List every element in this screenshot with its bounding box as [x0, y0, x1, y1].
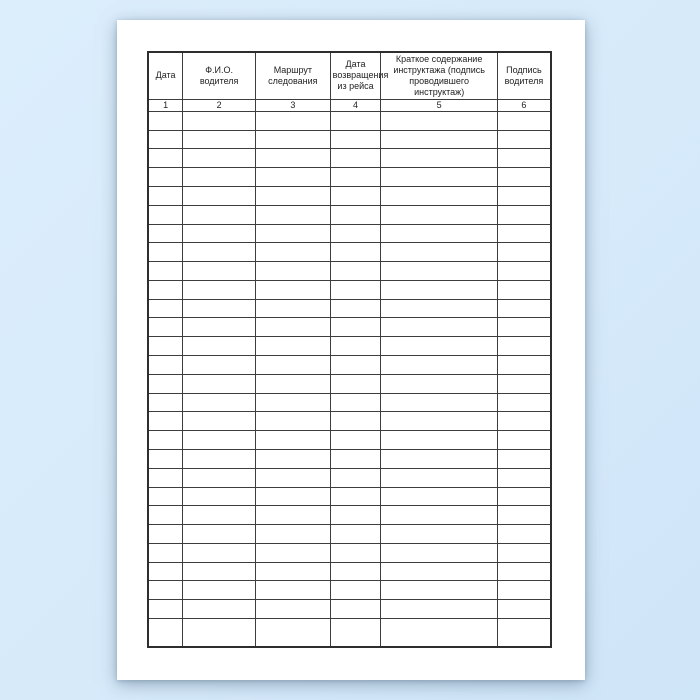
table-cell — [381, 337, 497, 356]
table-cell — [148, 618, 183, 647]
table-cell — [148, 431, 183, 450]
table-cell — [381, 224, 497, 243]
table-cell — [381, 506, 497, 525]
table-cell — [148, 318, 183, 337]
table-cell — [183, 205, 256, 224]
table-cell — [148, 168, 183, 187]
column-number-row — [148, 99, 551, 111]
table-row — [148, 431, 551, 450]
table-cell — [497, 168, 551, 187]
table-cell — [183, 468, 256, 487]
table-row — [148, 130, 551, 149]
table-row — [148, 149, 551, 168]
table-row — [148, 487, 551, 506]
table-cell — [256, 618, 331, 647]
table-cell — [183, 525, 256, 544]
table-cell — [381, 299, 497, 318]
table-cell — [381, 562, 497, 581]
table-cell — [148, 187, 183, 206]
table-cell — [381, 468, 497, 487]
table-cell — [497, 318, 551, 337]
table-cell — [330, 168, 381, 187]
table-cell — [148, 449, 183, 468]
table-cell — [497, 299, 551, 318]
table-row — [148, 318, 551, 337]
table-cell — [497, 449, 551, 468]
table-row — [148, 468, 551, 487]
table-cell — [148, 299, 183, 318]
column-number: 3 — [256, 99, 331, 111]
table-cell — [497, 581, 551, 600]
table-row — [148, 600, 551, 619]
table-cell — [183, 356, 256, 375]
table-cell — [183, 224, 256, 243]
column-number: 4 — [330, 99, 381, 111]
table-cell — [183, 506, 256, 525]
table-cell — [381, 356, 497, 375]
table-row — [148, 618, 551, 647]
table-cell — [497, 506, 551, 525]
table-cell — [381, 431, 497, 450]
table-cell — [381, 581, 497, 600]
table-row — [148, 562, 551, 581]
table-cell — [497, 543, 551, 562]
table-row — [148, 356, 551, 375]
table-cell — [330, 130, 381, 149]
table-cell — [381, 318, 497, 337]
table-cell — [381, 543, 497, 562]
table-cell — [183, 130, 256, 149]
table-cell — [381, 130, 497, 149]
table-cell — [148, 280, 183, 299]
table-cell — [256, 487, 331, 506]
table-cell — [330, 205, 381, 224]
table-cell — [330, 149, 381, 168]
table-cell — [497, 262, 551, 281]
column-number: 2 — [183, 99, 256, 111]
table-cell — [330, 393, 381, 412]
table-cell — [183, 280, 256, 299]
column-header-return-date: Дата возвращения из рейса — [330, 52, 381, 99]
table-cell — [256, 468, 331, 487]
table-cell — [183, 412, 256, 431]
table-cell — [148, 487, 183, 506]
table-cell — [256, 412, 331, 431]
table-cell — [148, 562, 183, 581]
table-cell — [497, 280, 551, 299]
table-cell — [256, 431, 331, 450]
table-row — [148, 374, 551, 393]
table-cell — [497, 525, 551, 544]
table-cell — [256, 224, 331, 243]
table-cell — [256, 374, 331, 393]
table-row — [148, 506, 551, 525]
table-cell — [256, 562, 331, 581]
table-cell — [330, 262, 381, 281]
table-cell — [183, 337, 256, 356]
table-cell — [330, 299, 381, 318]
table-cell — [183, 262, 256, 281]
column-header-driver-signature: Подпись водителя — [497, 52, 551, 99]
table-row — [148, 449, 551, 468]
table-cell — [148, 356, 183, 375]
table-cell — [256, 581, 331, 600]
table-cell — [330, 449, 381, 468]
table-cell — [256, 337, 331, 356]
table-cell — [330, 280, 381, 299]
column-header-date: Дата — [148, 52, 183, 99]
table-cell — [497, 356, 551, 375]
table-cell — [497, 431, 551, 450]
table-cell — [330, 374, 381, 393]
table-row — [148, 224, 551, 243]
table-cell — [381, 374, 497, 393]
table-row — [148, 111, 551, 130]
table-cell — [256, 525, 331, 544]
table-cell — [497, 205, 551, 224]
table-row — [148, 337, 551, 356]
table-cell — [381, 393, 497, 412]
table-cell — [148, 506, 183, 525]
table-cell — [148, 130, 183, 149]
table-cell — [381, 487, 497, 506]
table-cell — [148, 262, 183, 281]
table-cell — [183, 187, 256, 206]
table-row — [148, 243, 551, 262]
table-cell — [330, 431, 381, 450]
column-header-briefing-summary: Краткое содержание инструктажа (подпись проводившего инструктаж) — [381, 52, 497, 99]
table-cell — [148, 374, 183, 393]
table-cell — [256, 149, 331, 168]
table-row — [148, 581, 551, 600]
table-cell — [330, 224, 381, 243]
table-cell — [381, 262, 497, 281]
table-cell — [497, 412, 551, 431]
table-cell — [183, 318, 256, 337]
table-cell — [497, 468, 551, 487]
table-cell — [148, 337, 183, 356]
table-cell — [256, 262, 331, 281]
table-row — [148, 412, 551, 431]
table-row — [148, 262, 551, 281]
table-cell — [256, 318, 331, 337]
table-cell — [381, 449, 497, 468]
table-cell — [330, 525, 381, 544]
table-cell — [381, 618, 497, 647]
table-cell — [148, 205, 183, 224]
table-cell — [497, 337, 551, 356]
table-cell — [330, 187, 381, 206]
table-cell — [497, 187, 551, 206]
table-cell — [183, 111, 256, 130]
table-cell — [183, 487, 256, 506]
table-cell — [256, 543, 331, 562]
table-cell — [148, 149, 183, 168]
table-cell — [148, 111, 183, 130]
table-header-row — [148, 52, 551, 99]
table-cell — [183, 618, 256, 647]
table-cell — [183, 562, 256, 581]
table-row — [148, 280, 551, 299]
column-number: 6 — [497, 99, 551, 111]
table-cell — [256, 393, 331, 412]
table-cell — [148, 468, 183, 487]
table-cell — [256, 299, 331, 318]
table-cell — [497, 130, 551, 149]
table-cell — [148, 600, 183, 619]
table-cell — [148, 393, 183, 412]
table-row — [148, 543, 551, 562]
table-cell — [183, 168, 256, 187]
table-cell — [497, 393, 551, 412]
table-row — [148, 393, 551, 412]
table-cell — [381, 600, 497, 619]
table-row — [148, 168, 551, 187]
table-row — [148, 187, 551, 206]
table-cell — [256, 280, 331, 299]
table-cell — [256, 111, 331, 130]
table-cell — [330, 412, 381, 431]
table-cell — [330, 618, 381, 647]
table-cell — [330, 337, 381, 356]
table-cell — [148, 525, 183, 544]
table-cell — [148, 543, 183, 562]
table-cell — [183, 581, 256, 600]
table-cell — [183, 374, 256, 393]
table-cell — [183, 299, 256, 318]
table-cell — [381, 525, 497, 544]
table-cell — [148, 412, 183, 431]
table-cell — [330, 581, 381, 600]
driver-briefing-log-table — [147, 51, 552, 648]
table-cell — [148, 581, 183, 600]
table-cell — [381, 243, 497, 262]
table-row — [148, 299, 551, 318]
table-cell — [183, 431, 256, 450]
table-cell — [497, 487, 551, 506]
table-cell — [497, 562, 551, 581]
table-cell — [330, 318, 381, 337]
table-cell — [183, 243, 256, 262]
table-cell — [330, 468, 381, 487]
column-number: 5 — [381, 99, 497, 111]
table-cell — [330, 506, 381, 525]
table-cell — [256, 356, 331, 375]
table-row — [148, 205, 551, 224]
column-header-route: Маршрут следования — [256, 52, 331, 99]
table-cell — [381, 280, 497, 299]
document-page — [117, 20, 585, 680]
table-cell — [497, 243, 551, 262]
table-cell — [256, 449, 331, 468]
table-cell — [497, 149, 551, 168]
table-cell — [256, 187, 331, 206]
table-cell — [497, 224, 551, 243]
table-cell — [381, 205, 497, 224]
table-cell — [148, 243, 183, 262]
table-cell — [381, 149, 497, 168]
table-cell — [497, 618, 551, 647]
column-header-driver-name: Ф.И.О. водителя — [183, 52, 256, 99]
table-cell — [497, 111, 551, 130]
table-cell — [330, 111, 381, 130]
table-cell — [256, 600, 331, 619]
table-cell — [330, 562, 381, 581]
table-cell — [183, 543, 256, 562]
table-cell — [381, 111, 497, 130]
table-cell — [183, 393, 256, 412]
table-cell — [381, 168, 497, 187]
table-cell — [497, 374, 551, 393]
table-cell — [256, 205, 331, 224]
table-cell — [256, 506, 331, 525]
table-cell — [330, 243, 381, 262]
table-cell — [256, 243, 331, 262]
table-cell — [330, 356, 381, 375]
table-cell — [256, 130, 331, 149]
table-cell — [330, 600, 381, 619]
table-cell — [183, 600, 256, 619]
table-row — [148, 525, 551, 544]
table-cell — [330, 543, 381, 562]
table-cell — [256, 168, 331, 187]
column-number: 1 — [148, 99, 183, 111]
table-cell — [330, 487, 381, 506]
table-cell — [497, 600, 551, 619]
table-cell — [183, 449, 256, 468]
table-cell — [381, 187, 497, 206]
table-body — [148, 111, 551, 647]
table-cell — [381, 412, 497, 431]
table-cell — [183, 149, 256, 168]
table-cell — [148, 224, 183, 243]
